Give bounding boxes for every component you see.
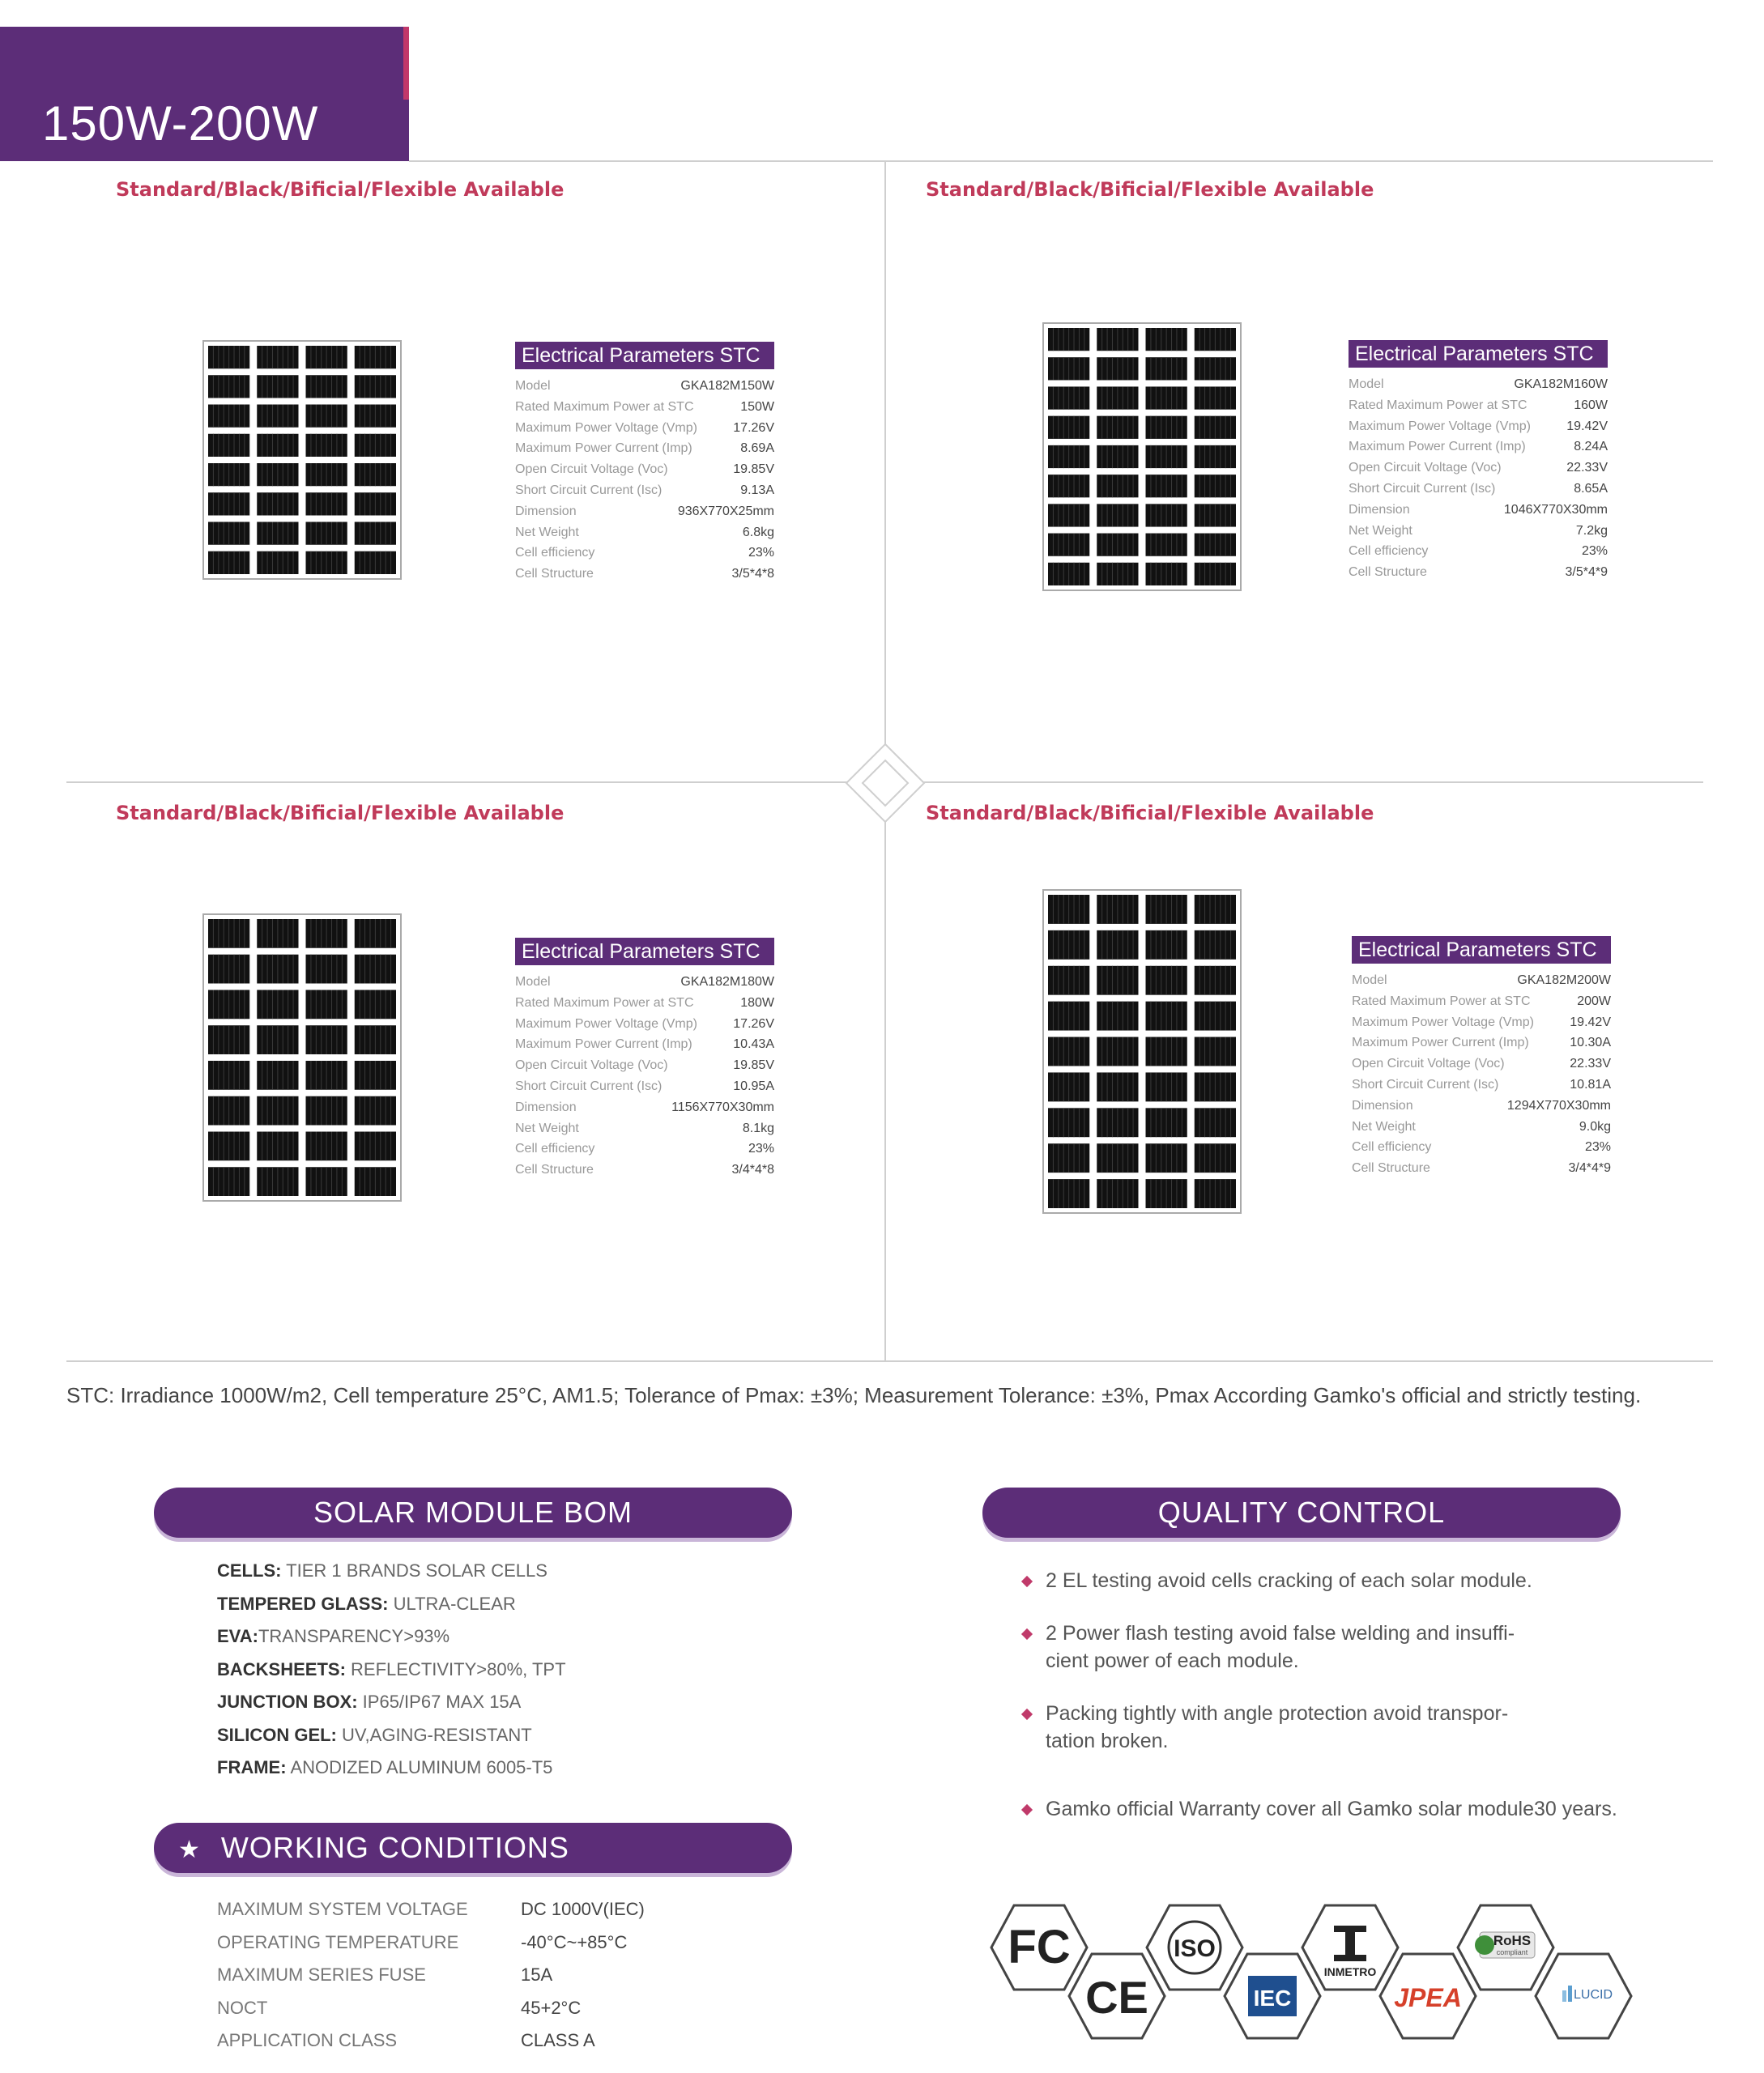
diamond-bullet-icon xyxy=(1021,1804,1033,1815)
solar-panel-image xyxy=(1042,322,1242,591)
param-row xyxy=(1352,991,1611,1012)
bom-row xyxy=(217,1752,703,1785)
page-title: 150W-200W xyxy=(42,96,319,151)
param-label: Cell Structure xyxy=(515,1163,594,1177)
electrical-parameters-table xyxy=(515,938,774,1181)
params-title: Electrical Parameters STC xyxy=(515,938,774,965)
param-row xyxy=(515,993,774,1014)
param-value: 150W xyxy=(740,399,774,414)
working-conditions-list xyxy=(217,1893,784,2058)
param-value: 19.42V xyxy=(1570,1015,1611,1029)
param-row xyxy=(515,543,774,564)
svg-text:FC: FC xyxy=(1008,1921,1071,1973)
param-label: Open Circuit Voltage (Voc) xyxy=(515,462,668,477)
bom-section-title: SOLAR MODULE BOM xyxy=(154,1488,792,1538)
param-label: Maximum Power Current (Imp) xyxy=(1352,1036,1529,1050)
quality-item xyxy=(1023,1795,1617,1823)
param-label: Short Circuit Current (Isc) xyxy=(515,1079,663,1093)
availability-label: Standard/Black/Bificial/Flexible Available xyxy=(926,178,1374,201)
bom-key: FRAME: xyxy=(217,1757,287,1777)
param-value: 3/4*4*8 xyxy=(731,1163,774,1177)
svg-text:CE: CE xyxy=(1085,1972,1148,2023)
star-icon: ★ xyxy=(178,1837,201,1863)
param-value: 23% xyxy=(748,546,774,560)
bom-row xyxy=(217,1719,703,1752)
fc-icon xyxy=(991,1905,1087,1990)
param-label: Model xyxy=(515,975,551,989)
param-value: 17.26V xyxy=(733,420,774,435)
bom-row xyxy=(217,1686,703,1719)
param-row xyxy=(515,438,774,459)
param-row xyxy=(515,1160,774,1181)
param-label: Rated Maximum Power at STC xyxy=(1352,994,1531,1008)
svg-text:IEC: IEC xyxy=(1253,1986,1292,2011)
param-label: Dimension xyxy=(515,504,577,518)
param-row xyxy=(1349,562,1608,583)
param-row xyxy=(1349,458,1608,479)
param-row xyxy=(1349,541,1608,562)
condition-label: NOCT xyxy=(217,1997,268,2018)
working-condition-row xyxy=(217,2024,784,2058)
param-value: 23% xyxy=(748,1142,774,1156)
quality-text: Packing tightly with angle protection avoid transpor- tation broken. xyxy=(1046,1702,1509,1752)
param-row xyxy=(1352,1117,1611,1138)
bom-key: BACKSHEETS: xyxy=(217,1658,346,1679)
param-label: Maximum Power Current (Imp) xyxy=(1349,440,1526,454)
bom-row xyxy=(217,1588,703,1621)
diamond-bullet-icon xyxy=(1021,1628,1033,1640)
param-value: 6.8kg xyxy=(742,525,774,539)
param-value: 10.81A xyxy=(1570,1077,1611,1092)
bom-row xyxy=(217,1555,703,1588)
param-value: 3/5*4*9 xyxy=(1565,565,1608,580)
param-row xyxy=(1349,479,1608,500)
mid-divider-left xyxy=(66,781,876,783)
param-row xyxy=(515,972,774,993)
param-row xyxy=(515,1014,774,1035)
rohs-icon xyxy=(1458,1905,1553,1990)
working-condition-row xyxy=(217,1959,784,1992)
svg-text:RoHS: RoHS xyxy=(1493,1933,1532,1948)
electrical-parameters-table xyxy=(1349,340,1608,583)
param-value: 8.69A xyxy=(740,441,774,456)
availability-label: Standard/Black/Bificial/Flexible Available xyxy=(116,802,565,824)
jpea-icon xyxy=(1380,1954,1476,2038)
svg-text:ISO: ISO xyxy=(1174,1935,1216,1962)
quality-text: 2 EL testing avoid cells cracking of each solar module. xyxy=(1046,1569,1532,1592)
param-value: 8.24A xyxy=(1574,440,1608,454)
param-row xyxy=(1349,395,1608,416)
param-value: 180W xyxy=(740,995,774,1010)
param-value: GKA182M180W xyxy=(680,975,774,989)
param-row xyxy=(515,1055,774,1076)
param-value: 1156X770X30mm xyxy=(671,1100,774,1114)
param-label: Dimension xyxy=(1349,502,1410,517)
param-value: 9.0kg xyxy=(1579,1119,1611,1134)
bom-row xyxy=(217,1620,703,1654)
param-label: Net Weight xyxy=(515,525,579,539)
param-value: GKA182M160W xyxy=(1514,377,1608,391)
ce-icon xyxy=(1069,1954,1165,2038)
mid-divider-right xyxy=(893,781,1703,783)
quality-item xyxy=(1023,1567,1532,1594)
param-row xyxy=(515,564,774,585)
param-label: Dimension xyxy=(515,1100,577,1114)
param-label: Cell efficiency xyxy=(1352,1140,1432,1155)
param-value: 9.13A xyxy=(740,483,774,497)
param-value: GKA182M200W xyxy=(1517,973,1611,987)
stc-footnote: STC: Irradiance 1000W/m2, Cell temperature 25°C, AM1.5; Tolerance of Pmax: ±3%; Measurement Tolerance: ±3%, Pmax According Gamko's official and strictly testing. xyxy=(66,1383,1642,1407)
param-label: Maximum Power Voltage (Vmp) xyxy=(515,420,697,435)
param-row xyxy=(515,376,774,397)
param-label: Net Weight xyxy=(1349,523,1412,538)
param-label: Model xyxy=(1349,377,1384,391)
param-label: Maximum Power Voltage (Vmp) xyxy=(515,1016,697,1031)
param-label: Model xyxy=(1352,973,1387,987)
param-value: 22.33V xyxy=(1570,1057,1611,1071)
params-title: Electrical Parameters STC xyxy=(1349,340,1608,368)
working-condition-row xyxy=(217,1992,784,2025)
param-label: Short Circuit Current (Isc) xyxy=(1352,1077,1499,1092)
param-row xyxy=(515,1076,774,1097)
bom-list xyxy=(217,1555,703,1785)
working-condition-row xyxy=(217,1926,784,1960)
params-title: Electrical Parameters STC xyxy=(1352,936,1611,964)
quality-control-title: QUALITY CONTROL xyxy=(982,1488,1621,1538)
param-label: Rated Maximum Power at STC xyxy=(515,995,694,1010)
param-row xyxy=(1349,374,1608,395)
solar-panel-image xyxy=(1042,889,1242,1214)
param-label: Cell efficiency xyxy=(515,546,595,560)
param-value: 17.26V xyxy=(733,1016,774,1031)
param-label: Cell efficiency xyxy=(1349,544,1429,559)
condition-label: APPLICATION CLASS xyxy=(217,2030,398,2050)
param-row xyxy=(1349,436,1608,458)
bom-value: REFLECTIVITY>80%, TPT xyxy=(345,1658,566,1679)
param-row xyxy=(1352,1012,1611,1033)
diamond-bullet-icon xyxy=(1021,1709,1033,1720)
param-row xyxy=(515,397,774,418)
availability-label: Standard/Black/Bificial/Flexible Available xyxy=(116,178,565,201)
param-value: 1046X770X30mm xyxy=(1503,502,1608,517)
param-value: 1294X770X30mm xyxy=(1506,1098,1611,1113)
param-label: Dimension xyxy=(1352,1098,1413,1113)
param-label: Rated Maximum Power at STC xyxy=(515,399,694,414)
bom-key: TEMPERED GLASS: xyxy=(217,1593,389,1614)
condition-label: MAXIMUM SERIES FUSE xyxy=(217,1964,426,1985)
condition-value: 45+2°C xyxy=(521,1997,582,2018)
param-value: 200W xyxy=(1577,994,1611,1008)
param-label: Net Weight xyxy=(1352,1119,1416,1134)
param-label: Cell Structure xyxy=(1352,1161,1430,1176)
param-label: Net Weight xyxy=(515,1121,579,1135)
condition-label: MAXIMUM SYSTEM VOLTAGE xyxy=(217,1899,468,1919)
solar-panel-image xyxy=(202,913,402,1202)
bom-key: EVA: xyxy=(217,1626,258,1646)
bom-value: TIER 1 BRANDS SOLAR CELLS xyxy=(281,1560,548,1581)
param-row xyxy=(1352,970,1611,991)
param-row xyxy=(1352,1137,1611,1158)
quality-text: 2 Power flash testing avoid false welding and insuffi- cient power of each module. xyxy=(1046,1622,1515,1672)
param-label: Rated Maximum Power at STC xyxy=(1349,398,1528,412)
center-diamond-ornament xyxy=(845,743,926,824)
param-label: Short Circuit Current (Isc) xyxy=(515,483,663,497)
bom-key: CELLS: xyxy=(217,1560,282,1581)
svg-text:INMETRO: INMETRO xyxy=(1323,1965,1377,1978)
solar-panel-image xyxy=(202,340,402,580)
param-row xyxy=(1352,1158,1611,1179)
param-row xyxy=(515,459,774,480)
param-value: 23% xyxy=(1581,544,1608,559)
bom-value: TRANSPARENCY>93% xyxy=(258,1626,450,1646)
param-label: Cell efficiency xyxy=(515,1142,595,1156)
param-value: 10.43A xyxy=(733,1037,774,1052)
working-conditions-title xyxy=(154,1823,792,1873)
certification-badges xyxy=(984,1895,1656,2065)
quality-text: Gamko official Warranty cover all Gamko solar module30 years. xyxy=(1046,1798,1617,1820)
param-row xyxy=(515,1139,774,1160)
param-label: Cell Structure xyxy=(1349,565,1427,580)
param-value: 23% xyxy=(1584,1140,1611,1155)
svg-text:LUCID: LUCID xyxy=(1573,1988,1613,2002)
param-row xyxy=(1352,1075,1611,1096)
param-value: 8.65A xyxy=(1574,481,1608,496)
param-row xyxy=(515,1034,774,1055)
quality-item xyxy=(1023,1700,1508,1755)
param-row xyxy=(515,501,774,522)
diamond-bullet-icon xyxy=(1021,1576,1033,1587)
param-row xyxy=(1352,1096,1611,1117)
param-value: 936X770X25mm xyxy=(677,504,774,518)
top-divider xyxy=(409,160,1713,162)
param-label: Maximum Power Current (Imp) xyxy=(515,1037,692,1052)
bottom-divider xyxy=(66,1360,1713,1362)
bom-row xyxy=(217,1654,703,1687)
param-value: 160W xyxy=(1574,398,1608,412)
bom-key: SILICON GEL: xyxy=(217,1724,337,1745)
condition-value: -40°C~+85°C xyxy=(521,1931,628,1952)
params-title: Electrical Parameters STC xyxy=(515,342,774,369)
working-conditions-label: WORKING CONDITIONS xyxy=(220,1831,569,1864)
param-label: Model xyxy=(515,379,551,393)
param-value: 10.30A xyxy=(1570,1036,1611,1050)
param-value: 3/4*4*9 xyxy=(1568,1161,1611,1176)
param-row xyxy=(515,1118,774,1139)
lucid-icon xyxy=(1536,1954,1631,2038)
iso-icon xyxy=(1147,1905,1242,1990)
param-label: Maximum Power Current (Imp) xyxy=(515,441,692,456)
param-value: 3/5*4*8 xyxy=(731,567,774,581)
param-row xyxy=(515,418,774,439)
param-label: Maximum Power Voltage (Vmp) xyxy=(1349,419,1531,433)
param-label: Open Circuit Voltage (Voc) xyxy=(1352,1057,1505,1071)
param-value: 8.1kg xyxy=(742,1121,774,1135)
param-row xyxy=(1349,416,1608,437)
condition-value: CLASS A xyxy=(521,2030,595,2050)
param-value: 22.33V xyxy=(1566,461,1608,475)
condition-value: 15A xyxy=(521,1964,553,1985)
bom-value: ULTRA-CLEAR xyxy=(388,1593,516,1614)
electrical-parameters-table xyxy=(515,342,774,585)
param-row xyxy=(1352,1054,1611,1075)
bom-value: IP65/IP67 MAX 15A xyxy=(357,1692,522,1712)
iec-icon xyxy=(1225,1954,1320,2038)
param-value: 19.42V xyxy=(1566,419,1608,433)
param-label: Open Circuit Voltage (Voc) xyxy=(515,1058,668,1073)
svg-text:JPEA: JPEA xyxy=(1394,1983,1462,2012)
param-row xyxy=(1349,500,1608,521)
param-row xyxy=(515,522,774,543)
condition-label: OPERATING TEMPERATURE xyxy=(217,1931,459,1952)
availability-label: Standard/Black/Bificial/Flexible Available xyxy=(926,802,1374,824)
param-label: Maximum Power Voltage (Vmp) xyxy=(1352,1015,1534,1029)
inmetro-icon xyxy=(1302,1905,1398,1990)
working-condition-row xyxy=(217,1893,784,1926)
bom-key: JUNCTION BOX: xyxy=(217,1692,358,1712)
param-label: Cell Structure xyxy=(515,567,594,581)
bom-value: ANODIZED ALUMINUM 6005-T5 xyxy=(286,1757,553,1777)
param-value: GKA182M150W xyxy=(680,379,774,393)
param-value: 19.85V xyxy=(733,462,774,477)
param-label: Open Circuit Voltage (Voc) xyxy=(1349,461,1502,475)
header-accent-bar xyxy=(403,27,409,100)
bom-value: UV,AGING-RESISTANT xyxy=(336,1724,532,1745)
condition-value: DC 1000V(IEC) xyxy=(521,1899,645,1919)
param-row xyxy=(515,1097,774,1118)
param-value: 7.2kg xyxy=(1575,523,1608,538)
param-row xyxy=(1352,1032,1611,1054)
param-row xyxy=(1349,521,1608,542)
param-label: Short Circuit Current (Isc) xyxy=(1349,481,1496,496)
quality-item xyxy=(1023,1620,1515,1675)
param-row xyxy=(515,480,774,501)
svg-text:compliant: compliant xyxy=(1496,1948,1528,1956)
electrical-parameters-table xyxy=(1352,936,1611,1179)
param-value: 10.95A xyxy=(733,1079,774,1093)
param-value: 19.85V xyxy=(733,1058,774,1073)
